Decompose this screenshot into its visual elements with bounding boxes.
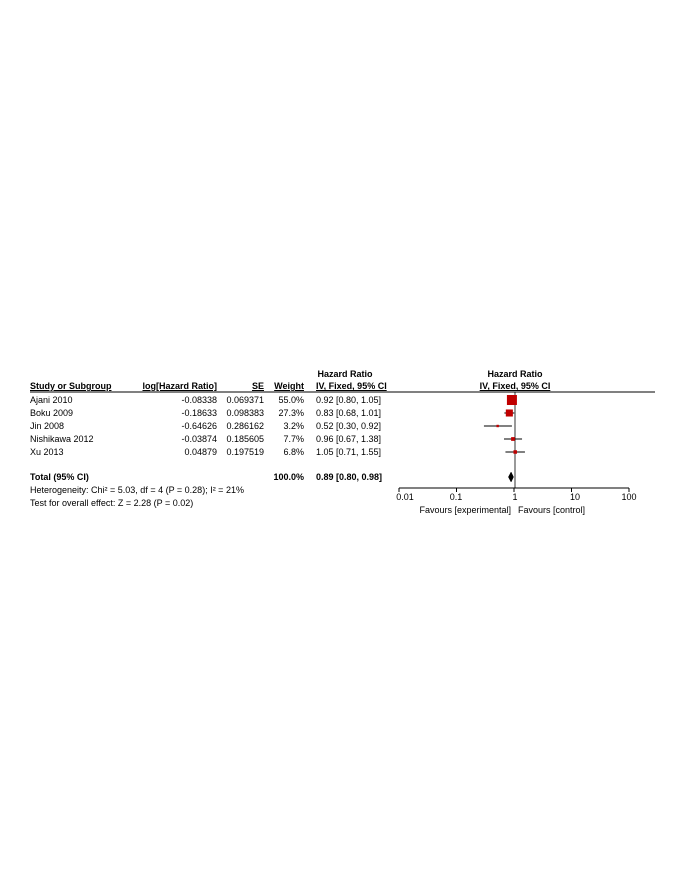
x-tick-label: 0.01 bbox=[396, 492, 414, 502]
study-se: 0.197519 bbox=[226, 447, 264, 457]
favours-experimental-label: Favours [experimental] bbox=[419, 505, 511, 515]
study-column-header: Study or Subgroup bbox=[30, 381, 112, 391]
x-tick-label: 1 bbox=[512, 492, 518, 502]
study-point-square bbox=[513, 450, 517, 454]
hr-column-group-title: Hazard Ratio bbox=[317, 369, 373, 379]
study-point-square bbox=[511, 437, 515, 441]
overall-effect-text: Test for overall effect: Z = 2.28 (P = 0.02) bbox=[30, 498, 194, 508]
favours-control-label: Favours [control] bbox=[518, 505, 586, 515]
se-column-header: SE bbox=[251, 381, 264, 391]
total-diamond bbox=[508, 472, 513, 482]
study-loghr: -0.64626 bbox=[181, 421, 217, 431]
study-loghr: -0.08338 bbox=[181, 395, 217, 405]
study-weight: 27.3% bbox=[278, 408, 304, 418]
total-weight: 100.0% bbox=[273, 472, 304, 482]
heterogeneity-text: Heterogeneity: Chi² = 5.03, df = 4 (P = 0.28); I² = 21% bbox=[30, 485, 244, 495]
study-point-square bbox=[506, 409, 513, 416]
study-weight: 55.0% bbox=[278, 395, 304, 405]
study-point-square bbox=[507, 395, 517, 405]
study-name: Jin 2008 bbox=[30, 421, 65, 431]
study-point-square bbox=[496, 425, 498, 427]
x-tick-label: 100 bbox=[621, 492, 637, 502]
study-se: 0.069371 bbox=[226, 395, 264, 405]
x-tick-label: 10 bbox=[569, 492, 580, 502]
study-se: 0.185605 bbox=[226, 434, 264, 444]
study-ci: 0.96 [0.67, 1.38] bbox=[316, 434, 382, 444]
study-loghr: -0.03874 bbox=[181, 434, 217, 444]
total-label: Total (95% CI) bbox=[30, 472, 89, 482]
study-ci: 0.52 [0.30, 0.92] bbox=[316, 421, 382, 431]
study-name: Nishikawa 2012 bbox=[30, 434, 94, 444]
study-name: Xu 2013 bbox=[30, 447, 64, 457]
study-ci: 1.05 [0.71, 1.55] bbox=[316, 447, 382, 457]
study-name: Boku 2009 bbox=[30, 408, 74, 418]
study-ci: 0.83 [0.68, 1.01] bbox=[316, 408, 382, 418]
study-weight: 7.7% bbox=[283, 434, 304, 444]
weight-column-header: Weight bbox=[274, 381, 304, 391]
hr-column-header: IV, Fixed, 95% CI bbox=[316, 381, 387, 391]
plot-column-group-title: Hazard Ratio bbox=[487, 369, 543, 379]
x-tick-label: 0.1 bbox=[449, 492, 463, 502]
study-loghr: 0.04879 bbox=[184, 447, 217, 457]
study-se: 0.286162 bbox=[226, 421, 264, 431]
study-ci: 0.92 [0.80, 1.05] bbox=[316, 395, 382, 405]
loghr-column-header: log[Hazard Ratio] bbox=[142, 381, 217, 391]
study-weight: 3.2% bbox=[283, 421, 304, 431]
plot-column-header: IV, Fixed, 95% CI bbox=[479, 381, 551, 391]
study-se: 0.098383 bbox=[226, 408, 264, 418]
study-loghr: -0.18633 bbox=[181, 408, 217, 418]
study-name: Ajani 2010 bbox=[30, 395, 73, 405]
total-ci: 0.89 [0.80, 0.98] bbox=[316, 472, 383, 482]
study-weight: 6.8% bbox=[283, 447, 304, 457]
